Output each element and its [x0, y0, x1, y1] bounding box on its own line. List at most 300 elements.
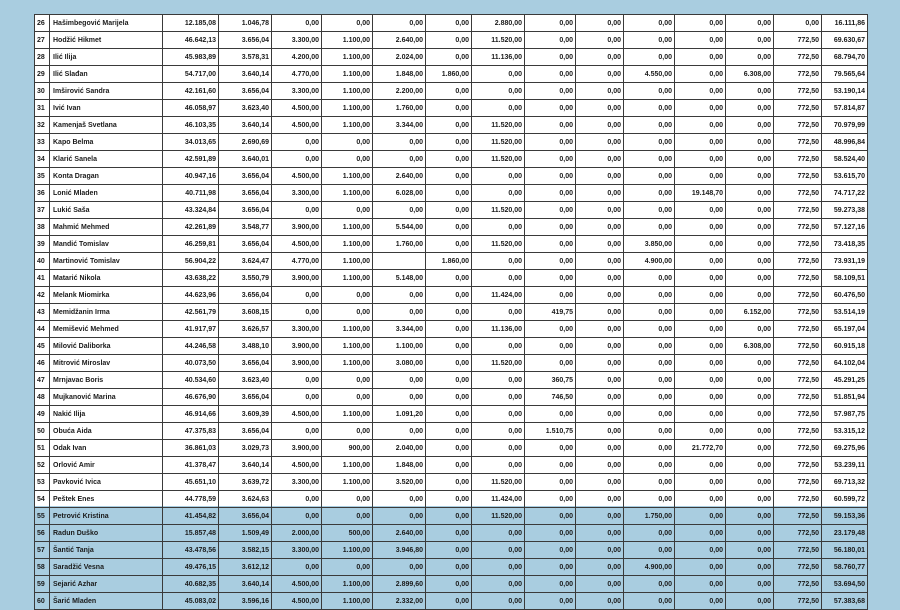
amount-cell: [373, 253, 426, 270]
employee-name: Lukić Saša: [50, 202, 163, 219]
amount-cell: 0,00: [525, 236, 576, 253]
amount-cell: 1.100,00: [322, 542, 373, 559]
amount-cell: 0,00: [525, 100, 576, 117]
amount-cell: 4.770,00: [272, 66, 322, 83]
amount-cell: 3.029,73: [219, 440, 272, 457]
employee-name: Milović Daliborka: [50, 338, 163, 355]
row-total: 23.179,48: [822, 525, 868, 542]
amount-cell: 0,00: [624, 117, 675, 134]
amount-cell: 6.028,00: [373, 185, 426, 202]
amount-cell: 3.624,63: [219, 491, 272, 508]
amount-cell: 46.914,66: [163, 406, 219, 423]
employee-name: Šantić Tanja: [50, 542, 163, 559]
amount-cell: 0,00: [624, 185, 675, 202]
amount-cell: 0,00: [322, 134, 373, 151]
table-row: [35, 321, 868, 338]
amount-cell: 772,50: [774, 389, 822, 406]
row-total: 58.109,51: [822, 270, 868, 287]
row-total: 60.476,50: [822, 287, 868, 304]
amount-cell: 1.100,00: [322, 117, 373, 134]
employee-name: Mahmić Mehmed: [50, 219, 163, 236]
row-total: 16.111,86: [822, 15, 868, 32]
amount-cell: 3.300,00: [272, 321, 322, 338]
amount-cell: 0,00: [576, 593, 624, 610]
amount-cell: 0,00: [576, 168, 624, 185]
amount-cell: 0,00: [426, 372, 472, 389]
amount-cell: 6.308,00: [726, 338, 774, 355]
amount-cell: 772,50: [774, 134, 822, 151]
table-row: [35, 202, 868, 219]
row-number: 60: [35, 593, 50, 610]
amount-cell: 0,00: [472, 270, 525, 287]
amount-cell: 1.100,00: [322, 253, 373, 270]
amount-cell: 0,00: [373, 202, 426, 219]
row-total: 53.315,12: [822, 423, 868, 440]
amount-cell: 0,00: [726, 321, 774, 338]
amount-cell: 0,00: [576, 576, 624, 593]
amount-cell: 0,00: [726, 389, 774, 406]
amount-cell: 2.690,69: [219, 134, 272, 151]
amount-cell: 0,00: [726, 525, 774, 542]
amount-cell: 3.300,00: [272, 83, 322, 100]
amount-cell: 0,00: [675, 406, 726, 423]
amount-cell: 0,00: [576, 287, 624, 304]
amount-cell: 1.100,00: [322, 338, 373, 355]
table-row: [35, 474, 868, 491]
amount-cell: 0,00: [472, 525, 525, 542]
amount-cell: 0,00: [624, 304, 675, 321]
amount-cell: 1.100,00: [322, 576, 373, 593]
amount-cell: 3.900,00: [272, 440, 322, 457]
amount-cell: 3.550,79: [219, 270, 272, 287]
table-row: [35, 15, 868, 32]
amount-cell: 3.582,15: [219, 542, 272, 559]
amount-cell: 0,00: [426, 202, 472, 219]
amount-cell: 0,00: [272, 389, 322, 406]
amount-cell: 0,00: [624, 457, 675, 474]
amount-cell: 0,00: [675, 253, 726, 270]
amount-cell: 0,00: [624, 287, 675, 304]
amount-cell: 3.639,72: [219, 474, 272, 491]
amount-cell: 0,00: [624, 389, 675, 406]
amount-cell: 0,00: [525, 287, 576, 304]
row-total: 57.127,16: [822, 219, 868, 236]
amount-cell: 0,00: [426, 440, 472, 457]
amount-cell: 772,50: [774, 185, 822, 202]
amount-cell: 0,00: [675, 491, 726, 508]
amount-cell: 772,50: [774, 559, 822, 576]
amount-cell: 41.917,97: [163, 321, 219, 338]
table-row: [35, 338, 868, 355]
row-number: 39: [35, 236, 50, 253]
amount-cell: 3.946,80: [373, 542, 426, 559]
amount-cell: 0,00: [624, 219, 675, 236]
table-row: [35, 593, 868, 610]
row-total: 68.794,70: [822, 49, 868, 66]
amount-cell: 772,50: [774, 593, 822, 610]
amount-cell: 0,00: [426, 559, 472, 576]
row-number: 37: [35, 202, 50, 219]
amount-cell: 19.148,70: [675, 185, 726, 202]
row-total: 48.996,84: [822, 134, 868, 151]
amount-cell: 3.300,00: [272, 185, 322, 202]
amount-cell: 3.626,57: [219, 321, 272, 338]
amount-cell: 46.642,13: [163, 32, 219, 49]
amount-cell: 2.899,60: [373, 576, 426, 593]
amount-cell: 0,00: [726, 457, 774, 474]
amount-cell: 0,00: [525, 202, 576, 219]
amount-cell: 11.520,00: [472, 134, 525, 151]
amount-cell: 772,50: [774, 253, 822, 270]
amount-cell: 0,00: [373, 287, 426, 304]
amount-cell: 0,00: [576, 32, 624, 49]
amount-cell: 0,00: [472, 100, 525, 117]
amount-cell: 0,00: [272, 372, 322, 389]
amount-cell: 44.623,96: [163, 287, 219, 304]
row-number: 49: [35, 406, 50, 423]
amount-cell: 3.640,01: [219, 151, 272, 168]
amount-cell: 0,00: [576, 423, 624, 440]
amount-cell: 0,00: [426, 219, 472, 236]
amount-cell: 0,00: [525, 253, 576, 270]
amount-cell: 0,00: [576, 236, 624, 253]
amount-cell: 0,00: [322, 559, 373, 576]
amount-cell: 4.500,00: [272, 406, 322, 423]
amount-cell: 0,00: [426, 287, 472, 304]
amount-cell: 0,00: [525, 117, 576, 134]
row-total: 53.694,50: [822, 576, 868, 593]
table-row: [35, 49, 868, 66]
amount-cell: 1.510,75: [525, 423, 576, 440]
amount-cell: 43.478,56: [163, 542, 219, 559]
amount-cell: 0,00: [726, 508, 774, 525]
amount-cell: 772,50: [774, 338, 822, 355]
amount-cell: 0,00: [726, 15, 774, 32]
amount-cell: 0,00: [675, 117, 726, 134]
amount-cell: 4.500,00: [272, 457, 322, 474]
amount-cell: 1.100,00: [322, 32, 373, 49]
amount-cell: 40.073,50: [163, 355, 219, 372]
amount-cell: 3.344,00: [373, 117, 426, 134]
amount-cell: 2.880,00: [472, 15, 525, 32]
amount-cell: 0,00: [675, 542, 726, 559]
amount-cell: 3.608,15: [219, 304, 272, 321]
amount-cell: 0,00: [472, 542, 525, 559]
amount-cell: 0,00: [426, 49, 472, 66]
amount-cell: 0,00: [675, 83, 726, 100]
row-number: 57: [35, 542, 50, 559]
amount-cell: 0,00: [726, 542, 774, 559]
amount-cell: 0,00: [675, 338, 726, 355]
amount-cell: 772,50: [774, 491, 822, 508]
amount-cell: 44.778,59: [163, 491, 219, 508]
amount-cell: 0,00: [726, 185, 774, 202]
table-row: [35, 117, 868, 134]
amount-cell: 0,00: [525, 457, 576, 474]
amount-cell: 0,00: [675, 151, 726, 168]
amount-cell: 43.324,84: [163, 202, 219, 219]
employee-name: Obuća Aida: [50, 423, 163, 440]
employee-name: Mrnjavac Boris: [50, 372, 163, 389]
amount-cell: 0,00: [576, 338, 624, 355]
amount-cell: 0,00: [576, 185, 624, 202]
amount-cell: 45.983,89: [163, 49, 219, 66]
amount-cell: 41.378,47: [163, 457, 219, 474]
amount-cell: 0,00: [426, 304, 472, 321]
row-number: 38: [35, 219, 50, 236]
row-number: 30: [35, 83, 50, 100]
amount-cell: 0,00: [426, 389, 472, 406]
employee-name: Hodžić Hikmet: [50, 32, 163, 49]
amount-cell: 360,75: [525, 372, 576, 389]
amount-cell: 772,50: [774, 100, 822, 117]
amount-cell: 3.850,00: [624, 236, 675, 253]
amount-cell: 0,00: [272, 202, 322, 219]
table-row: [35, 134, 868, 151]
amount-cell: 0,00: [322, 372, 373, 389]
row-number: 41: [35, 270, 50, 287]
amount-cell: 0,00: [675, 236, 726, 253]
employee-name: Petrović Kristina: [50, 508, 163, 525]
amount-cell: 0,00: [426, 134, 472, 151]
amount-cell: 0,00: [624, 406, 675, 423]
amount-cell: 0,00: [675, 423, 726, 440]
employee-name: Matarić Nikola: [50, 270, 163, 287]
amount-cell: 0,00: [675, 304, 726, 321]
amount-cell: 772,50: [774, 355, 822, 372]
employee-name: Mitrović Miroslav: [50, 355, 163, 372]
amount-cell: 0,00: [472, 66, 525, 83]
amount-cell: 3.596,16: [219, 593, 272, 610]
row-number: 55: [35, 508, 50, 525]
amount-cell: 3.656,04: [219, 508, 272, 525]
row-number: 26: [35, 15, 50, 32]
amount-cell: 0,00: [675, 219, 726, 236]
amount-cell: 0,00: [726, 576, 774, 593]
amount-cell: 3.520,00: [373, 474, 426, 491]
employee-name: Sejarić Azhar: [50, 576, 163, 593]
amount-cell: 0,00: [576, 491, 624, 508]
amount-cell: 0,00: [576, 117, 624, 134]
amount-cell: 0,00: [472, 423, 525, 440]
amount-cell: 40.682,35: [163, 576, 219, 593]
amount-cell: 772,50: [774, 525, 822, 542]
employee-name: Peštek Enes: [50, 491, 163, 508]
amount-cell: 0,00: [525, 406, 576, 423]
row-number: 48: [35, 389, 50, 406]
amount-cell: 11.424,00: [472, 491, 525, 508]
row-total: 59.153,36: [822, 508, 868, 525]
amount-cell: 0,00: [726, 355, 774, 372]
amount-cell: 0,00: [322, 287, 373, 304]
amount-cell: 0,00: [726, 134, 774, 151]
amount-cell: 2.640,00: [373, 32, 426, 49]
amount-cell: 0,00: [322, 15, 373, 32]
table-row: [35, 100, 868, 117]
amount-cell: 0,00: [373, 15, 426, 32]
amount-cell: 0,00: [525, 270, 576, 287]
amount-cell: 0,00: [675, 508, 726, 525]
amount-cell: 0,00: [675, 593, 726, 610]
amount-cell: 0,00: [576, 440, 624, 457]
amount-cell: 2.332,00: [373, 593, 426, 610]
amount-cell: 772,50: [774, 168, 822, 185]
amount-cell: 3.640,14: [219, 576, 272, 593]
amount-cell: 0,00: [322, 151, 373, 168]
amount-cell: 1.100,00: [322, 474, 373, 491]
amount-cell: 0,00: [525, 440, 576, 457]
amount-cell: 3.300,00: [272, 542, 322, 559]
amount-cell: 0,00: [525, 83, 576, 100]
amount-cell: 15.857,48: [163, 525, 219, 542]
amount-cell: 0,00: [624, 134, 675, 151]
row-total: 53.615,70: [822, 168, 868, 185]
amount-cell: 2.640,00: [373, 525, 426, 542]
amount-cell: 40.534,60: [163, 372, 219, 389]
table-row: [35, 287, 868, 304]
table-row: [35, 270, 868, 287]
table-row: [35, 508, 868, 525]
amount-cell: 0,00: [675, 270, 726, 287]
amount-cell: 772,50: [774, 49, 822, 66]
table-row: [35, 151, 868, 168]
amount-cell: 0,00: [675, 66, 726, 83]
row-number: 36: [35, 185, 50, 202]
table-row: [35, 83, 868, 100]
amount-cell: 0,00: [373, 508, 426, 525]
amount-cell: 0,00: [726, 168, 774, 185]
amount-cell: 4.500,00: [272, 236, 322, 253]
amount-cell: 11.520,00: [472, 32, 525, 49]
row-number: 58: [35, 559, 50, 576]
amount-cell: 772,50: [774, 151, 822, 168]
amount-cell: 3.656,04: [219, 423, 272, 440]
employee-name: Radun Duško: [50, 525, 163, 542]
amount-cell: 0,00: [426, 593, 472, 610]
row-total: 58.524,40: [822, 151, 868, 168]
amount-cell: 11.520,00: [472, 508, 525, 525]
row-total: 60.599,72: [822, 491, 868, 508]
amount-cell: 0,00: [426, 423, 472, 440]
amount-cell: 0,00: [472, 457, 525, 474]
row-number: 59: [35, 576, 50, 593]
employee-name: Mujkanović Marina: [50, 389, 163, 406]
payroll-table: [34, 14, 868, 610]
row-total: 59.273,38: [822, 202, 868, 219]
amount-cell: 0,00: [426, 168, 472, 185]
amount-cell: 3.623,40: [219, 100, 272, 117]
table-row: [35, 253, 868, 270]
amount-cell: 45.651,10: [163, 474, 219, 491]
employee-name: Konta Dragan: [50, 168, 163, 185]
amount-cell: 1.100,00: [322, 270, 373, 287]
amount-cell: 0,00: [472, 389, 525, 406]
row-total: 51.851,94: [822, 389, 868, 406]
row-total: 45.291,25: [822, 372, 868, 389]
amount-cell: 0,00: [472, 338, 525, 355]
table-row: [35, 406, 868, 423]
amount-cell: 0,00: [624, 15, 675, 32]
amount-cell: 40.947,16: [163, 168, 219, 185]
amount-cell: 0,00: [726, 49, 774, 66]
row-total: 70.979,99: [822, 117, 868, 134]
amount-cell: 3.656,04: [219, 355, 272, 372]
amount-cell: 0,00: [272, 304, 322, 321]
amount-cell: 42.591,89: [163, 151, 219, 168]
amount-cell: 5.544,00: [373, 219, 426, 236]
amount-cell: 0,00: [472, 372, 525, 389]
amount-cell: 42.161,60: [163, 83, 219, 100]
amount-cell: 772,50: [774, 508, 822, 525]
amount-cell: 4.900,00: [624, 559, 675, 576]
amount-cell: 0,00: [426, 100, 472, 117]
amount-cell: 0,00: [576, 372, 624, 389]
amount-cell: 0,00: [426, 525, 472, 542]
amount-cell: 0,00: [624, 491, 675, 508]
row-total: 69.713,32: [822, 474, 868, 491]
amount-cell: 0,00: [373, 423, 426, 440]
amount-cell: 1.091,20: [373, 406, 426, 423]
amount-cell: 1.100,00: [322, 100, 373, 117]
amount-cell: 0,00: [525, 355, 576, 372]
amount-cell: 0,00: [576, 559, 624, 576]
amount-cell: 0,00: [726, 32, 774, 49]
amount-cell: 772,50: [774, 270, 822, 287]
amount-cell: 900,00: [322, 440, 373, 457]
amount-cell: 0,00: [624, 321, 675, 338]
amount-cell: 0,00: [675, 355, 726, 372]
amount-cell: 0,00: [576, 151, 624, 168]
amount-cell: 0,00: [576, 389, 624, 406]
amount-cell: 3.656,04: [219, 236, 272, 253]
amount-cell: 0,00: [472, 406, 525, 423]
row-number: 44: [35, 321, 50, 338]
amount-cell: 0,00: [373, 491, 426, 508]
amount-cell: 46.676,90: [163, 389, 219, 406]
amount-cell: 0,00: [576, 49, 624, 66]
amount-cell: 3.640,14: [219, 457, 272, 474]
row-number: 52: [35, 457, 50, 474]
row-number: 53: [35, 474, 50, 491]
amount-cell: 0,00: [624, 440, 675, 457]
amount-cell: 0,00: [624, 151, 675, 168]
amount-cell: 0,00: [624, 542, 675, 559]
amount-cell: 0,00: [373, 372, 426, 389]
amount-cell: 45.083,02: [163, 593, 219, 610]
amount-cell: 0,00: [426, 457, 472, 474]
amount-cell: 0,00: [472, 559, 525, 576]
amount-cell: 1.046,78: [219, 15, 272, 32]
amount-cell: 0,00: [675, 576, 726, 593]
amount-cell: 0,00: [675, 49, 726, 66]
table-row: [35, 542, 868, 559]
amount-cell: 746,50: [525, 389, 576, 406]
amount-cell: 0,00: [525, 491, 576, 508]
employee-name: Orlović Amir: [50, 457, 163, 474]
row-total: 57.987,75: [822, 406, 868, 423]
amount-cell: 0,00: [426, 321, 472, 338]
amount-cell: 3.548,77: [219, 219, 272, 236]
amount-cell: 0,00: [426, 83, 472, 100]
amount-cell: 3.656,04: [219, 168, 272, 185]
amount-cell: 46.259,81: [163, 236, 219, 253]
amount-cell: 2.200,00: [373, 83, 426, 100]
amount-cell: 34.013,65: [163, 134, 219, 151]
amount-cell: 40.711,98: [163, 185, 219, 202]
amount-cell: 0,00: [472, 593, 525, 610]
amount-cell: 0,00: [675, 559, 726, 576]
amount-cell: 2.024,00: [373, 49, 426, 66]
